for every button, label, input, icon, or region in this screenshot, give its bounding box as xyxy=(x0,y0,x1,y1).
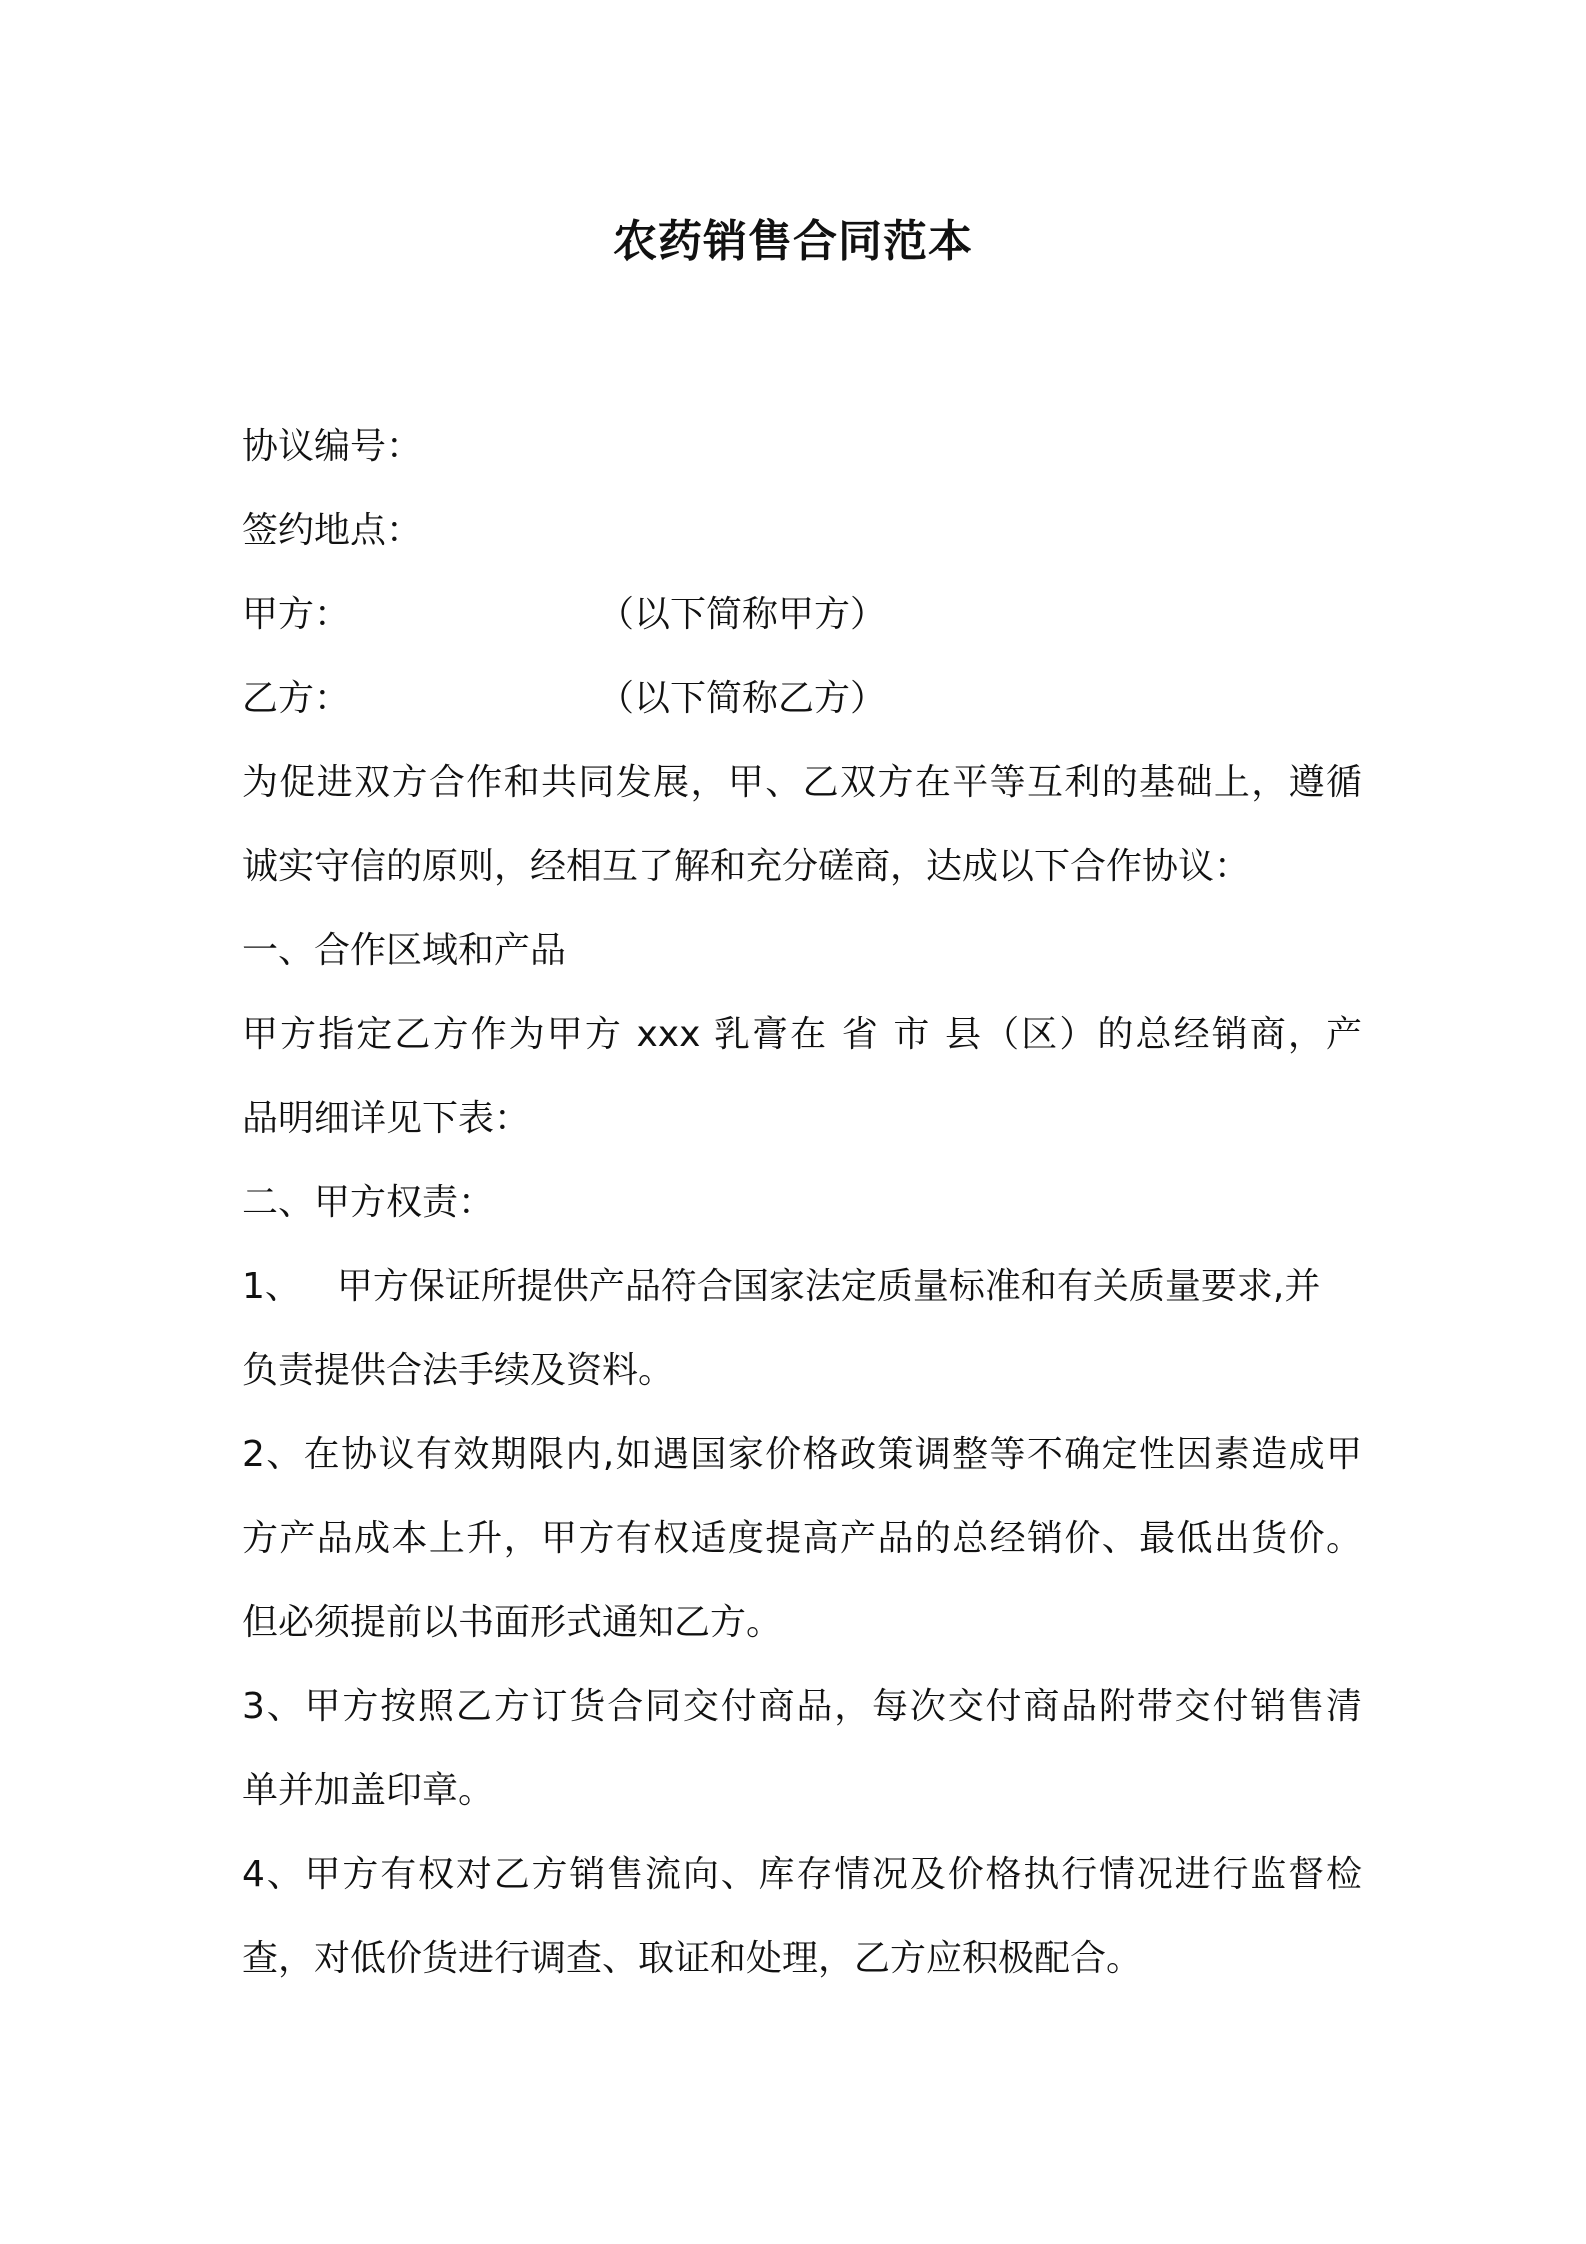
item-4-line-2: 查，对低价货进行调查、取证和处理，乙方应积极配合。 xyxy=(242,1938,1143,1979)
document-body xyxy=(242,405,1362,2001)
party-a-row xyxy=(242,573,1362,657)
agreement-number-field: 协议编号： xyxy=(242,426,423,467)
document-title: 农药销售合同范本 xyxy=(613,216,973,267)
item-3-line-2: 单并加盖印章。 xyxy=(242,1770,495,1811)
party-b-label: 乙方： xyxy=(242,678,351,719)
item-1-text: 甲方保证所提供产品符合国家法定质量标准和有关质量要求,并 xyxy=(336,1266,1321,1307)
section-1-line-2: 品明细详见下表： xyxy=(242,1098,531,1139)
intro-line-2: 诚实守信的原则，经相互了解和充分磋商，达成以下合作协议： xyxy=(242,846,1251,887)
item-1-number: 1、 xyxy=(242,1266,301,1307)
signing-place-field: 签约地点： xyxy=(242,510,423,551)
section-1-heading: 一、合作区域和产品 xyxy=(242,930,567,971)
item-1-line-1 xyxy=(242,1245,1362,1329)
item-1-line-2: 负责提供合法手续及资料。 xyxy=(242,1350,675,1391)
section-2-heading: 二、甲方权责： xyxy=(242,1182,495,1223)
party-a-label: 甲方： xyxy=(242,594,351,635)
item-2-line-2: 方产品成本上升，甲方有权适度提高产品的总经销价、最低出货价。 xyxy=(242,1518,1362,1559)
item-3-line-1: 3、甲方按照乙方订货合同交付商品，每次交付商品附带交付销售清 xyxy=(242,1686,1362,1727)
section-1-line-1: 甲方指定乙方作为甲方 xxx 乳膏在 省 市 县（区）的总经销商，产 xyxy=(242,1014,1362,1055)
item-2-line-3: 但必须提前以书面形式通知乙方。 xyxy=(242,1602,783,1643)
intro-line-1: 为促进双方合作和共同发展，甲、乙双方在平等互利的基础上，遵循 xyxy=(242,762,1362,803)
item-4-line-1: 4、甲方有权对乙方销售流向、库存情况及价格执行情况进行监督检 xyxy=(242,1854,1362,1895)
item-2-line-1: 2、在协议有效期限内,如遇国家价格政策调整等不确定性因素造成甲 xyxy=(242,1434,1362,1475)
party-a-note: （以下简称甲方） xyxy=(598,594,887,635)
party-b-row xyxy=(242,657,1362,741)
party-b-note: （以下简称乙方） xyxy=(598,678,887,719)
